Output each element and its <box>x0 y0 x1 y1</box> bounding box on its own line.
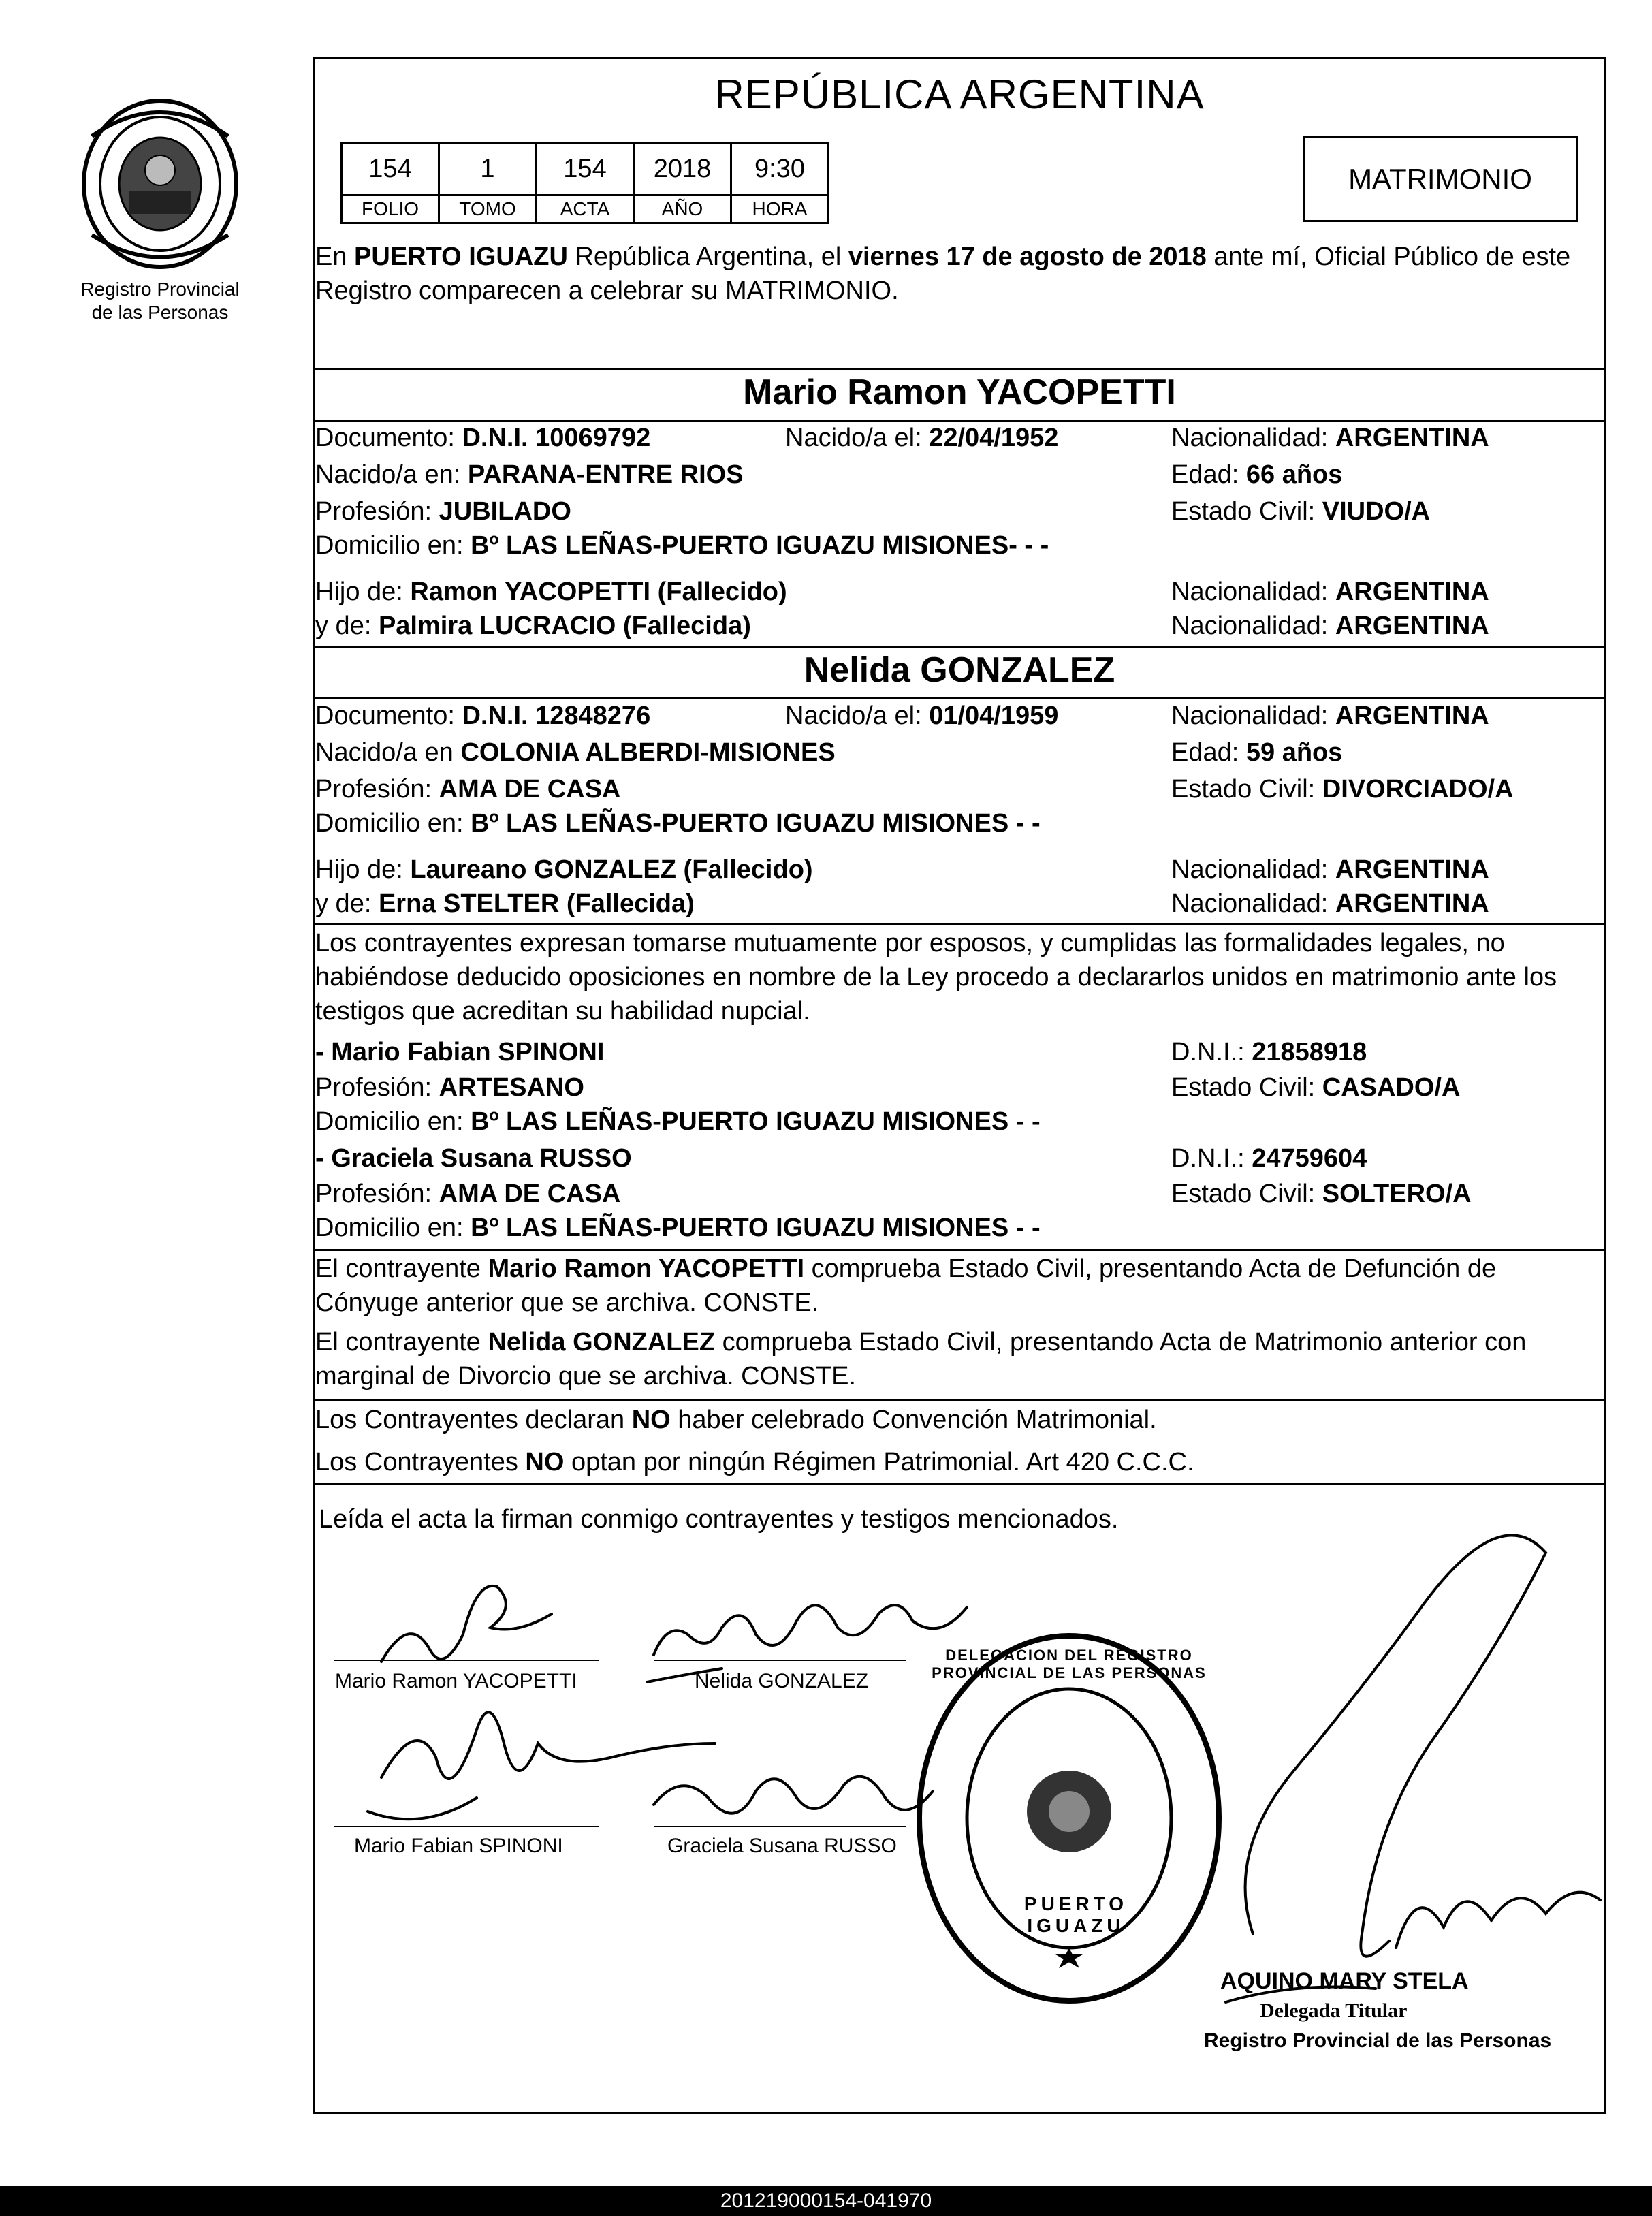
witness2-civil-status: Estado Civil: SOLTERO/A <box>1171 1180 1472 1208</box>
divider <box>313 368 1606 370</box>
folio-value: 154 <box>342 143 439 195</box>
official-stamp-icon <box>912 1628 1226 2009</box>
logo-caption-line1: Registro Provincial <box>80 279 240 300</box>
spouse2-document: Documento: D.N.I. 12848276 <box>315 701 651 730</box>
spouse2-father: Hijo de: Laureano GONZALEZ (Fallecido) <box>315 855 813 884</box>
acta-value: 154 <box>537 143 634 195</box>
spouse2-age: Edad: 59 años <box>1171 738 1343 767</box>
signature-label-witness2: Graciela Susana RUSSO <box>667 1835 897 1857</box>
spouse2-father-nationality: Nacionalidad: ARGENTINA <box>1171 855 1489 884</box>
intro-city: PUERTO IGUAZU <box>354 242 568 271</box>
regime-convention: Los Contrayentes declaran NO haber celebrado Convención Matrimonial. <box>315 1406 1157 1434</box>
intro-text-1: En <box>315 242 355 271</box>
spouse2-civil-status: Estado Civil: DIVORCIADO/A <box>1171 775 1514 804</box>
regime-patrimonial: Los Contrayentes NO optan por ningún Régimen Patrimonial. Art 420 C.C.C. <box>315 1448 1194 1476</box>
spouse1-mother: y de: Palmira LUCRACIO (Fallecida) <box>315 612 751 640</box>
signature-label-witness1: Mario Fabian SPINONI <box>354 1835 563 1857</box>
witness2-address: Domicilio en: Bº LAS LEÑAS-PUERTO IGUAZU MISIONES - - <box>315 1214 1041 1242</box>
tomo-value: 1 <box>439 143 537 195</box>
spouse1-civil-status: Estado Civil: VIUDO/A <box>1171 497 1431 526</box>
spouse2-birthdate: Nacido/a el: 01/04/1959 <box>785 701 1059 730</box>
spouse2-mother: y de: Erna STELTER (Fallecida) <box>315 889 695 918</box>
logo-caption-line2: de las Personas <box>91 302 229 323</box>
spouse2-nationality: Nacionalidad: ARGENTINA <box>1171 701 1489 730</box>
hour-label: HORA <box>731 195 829 223</box>
document-barcode-id: 201219000154-041970 <box>0 2186 1652 2216</box>
intro-date: viernes 17 de agosto de 2018 <box>848 242 1207 271</box>
note-spouse2: El contrayente Nelida GONZALEZ comprueba Estado Civil, presentando Acta de Matrimonio anterior con marginal de Divorcio que se archiva. CONSTE. <box>315 1328 1527 1391</box>
logo-caption <box>65 278 255 324</box>
witness1-name: - Mario Fabian SPINONI <box>315 1038 605 1066</box>
stamp-inner-text: PUERTO IGUAZU <box>1023 1893 1128 1936</box>
witness1-profession: Profesión: ARTESANO <box>315 1073 584 1102</box>
declaration-paragraph: Los contrayentes expresan tomarse mutuamente por esposos, y cumplidas las formalidades legales, no habiéndose deducido oposiciones en nombre de la Ley procedo a declararlos unidos en matrimonio ante los testigos que acreditan su habilidad nupcial. <box>315 929 1557 1026</box>
spouse2-address: Domicilio en: Bº LAS LEÑAS-PUERTO IGUAZU MISIONES - - <box>315 809 1041 838</box>
year-value: 2018 <box>634 143 731 195</box>
certificate-type: MATRIMONIO <box>1303 136 1578 222</box>
witness1-dni: D.N.I.: 21858918 <box>1171 1038 1367 1066</box>
folio-label: FOLIO <box>342 195 439 223</box>
coat-of-arms-icon <box>65 95 255 272</box>
witness2-name: - Graciela Susana RUSSO <box>315 1144 632 1173</box>
spouse2-mother-nationality: Nacionalidad: ARGENTINA <box>1171 889 1489 918</box>
acta-label: ACTA <box>537 195 634 223</box>
spouse1-nationality: Nacionalidad: ARGENTINA <box>1171 424 1489 452</box>
spouse1-address: Domicilio en: Bº LAS LEÑAS-PUERTO IGUAZU MISIONES- - - <box>315 531 1049 560</box>
signature-label-spouse1: Mario Ramon YACOPETTI <box>335 1670 577 1692</box>
witness1-civil-status: Estado Civil: CASADO/A <box>1171 1073 1461 1102</box>
year-label: AÑO <box>634 195 731 223</box>
official-office: Registro Provincial de las Personas <box>1204 2029 1552 2052</box>
spouse1-profession: Profesión: JUBILADO <box>315 497 571 526</box>
page-title: REPÚBLICA ARGENTINA <box>714 72 1205 117</box>
spouse2-name: Nelida GONZALEZ <box>804 650 1115 690</box>
spouse2-profession: Profesión: AMA DE CASA <box>315 775 621 804</box>
divider <box>313 697 1606 699</box>
record-table <box>340 142 829 224</box>
official-name: AQUINO MARY STELA <box>1220 1968 1469 1994</box>
closing-statement: Leída el acta la firman conmigo contrayentes y testigos mencionados. <box>319 1505 1119 1534</box>
intro-text-3: ante mí, Oficial Público de este Registro comparecen a celebrar su MATRIMONIO. <box>315 242 1571 305</box>
hour-value: 9:30 <box>731 143 829 195</box>
witness1-address: Domicilio en: Bº LAS LEÑAS-PUERTO IGUAZU MISIONES - - <box>315 1107 1041 1136</box>
spouse2-birthplace: Nacido/a en COLONIA ALBERDI-MISIONES <box>315 738 836 767</box>
spouse1-name: Mario Ramon YACOPETTI <box>743 373 1176 412</box>
registry-logo <box>65 95 255 327</box>
spouse1-mother-nationality: Nacionalidad: ARGENTINA <box>1171 612 1489 640</box>
stamp-ring-text: DELEGACION DEL REGISTRO PROVINCIAL DE LAS PERSONAS <box>932 1647 1207 1681</box>
spouse1-father: Hijo de: Ramon YACOPETTI (Fallecido) <box>315 577 787 606</box>
intro-paragraph <box>315 240 1602 308</box>
divider <box>313 1399 1606 1401</box>
divider <box>313 1249 1606 1251</box>
spouse1-father-nationality: Nacionalidad: ARGENTINA <box>1171 577 1489 606</box>
divider <box>313 1483 1606 1485</box>
divider <box>313 646 1606 648</box>
intro-text-2: República Argentina, el <box>567 242 848 271</box>
spouse1-age: Edad: 66 años <box>1171 460 1343 489</box>
note-spouse1: El contrayente Mario Ramon YACOPETTI comprueba Estado Civil, presentando Acta de Defunción de Cónyuge anterior que se archiva. CONSTE. <box>315 1254 1497 1317</box>
signature-label-spouse2: Nelida GONZALEZ <box>695 1670 869 1692</box>
witness2-dni: D.N.I.: 24759604 <box>1171 1144 1367 1173</box>
official-role: Delegada Titular <box>1260 1999 1408 2022</box>
spouse1-document: Documento: D.N.I. 10069792 <box>315 424 651 452</box>
divider <box>313 923 1606 925</box>
tomo-label: TOMO <box>439 195 537 223</box>
witness2-profession: Profesión: AMA DE CASA <box>315 1180 621 1208</box>
divider <box>313 420 1606 422</box>
spouse1-birthplace: Nacido/a en: PARANA-ENTRE RIOS <box>315 460 744 489</box>
spouse1-birthdate: Nacido/a el: 22/04/1952 <box>785 424 1059 452</box>
